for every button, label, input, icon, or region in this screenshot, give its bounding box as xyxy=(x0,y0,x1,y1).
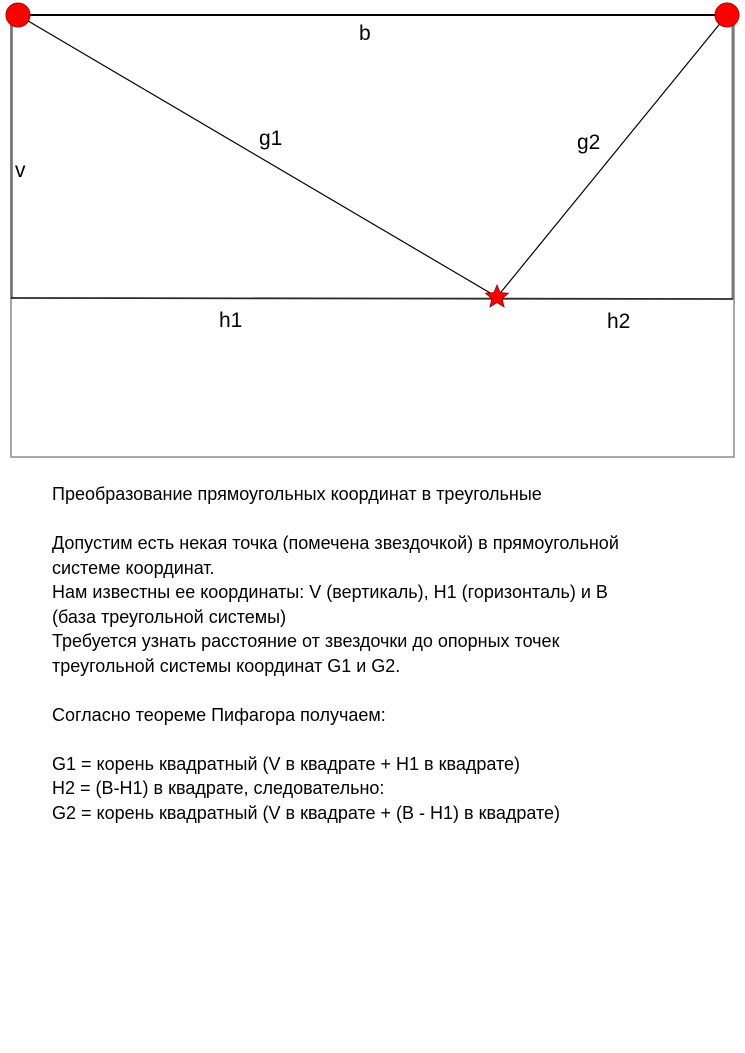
formula-g1: G1 = корень квадратный (V в квадрате + H1 в квадрате) xyxy=(52,753,521,774)
reference-point-left-icon xyxy=(6,3,30,27)
paragraph-line: системе координат. xyxy=(52,557,215,578)
title: Преобразование прямоугольных координат в треугольные xyxy=(52,484,542,504)
line-g2 xyxy=(497,15,727,297)
line-g1 xyxy=(18,15,497,297)
label-v: v xyxy=(15,159,26,182)
label-h2: h2 xyxy=(607,310,631,333)
paragraph-line: треугольной системы координат G1 и G2. xyxy=(52,655,401,676)
formula-g2: G2 = корень квадратный (V в квадрате + (B - H1) в квадрате) xyxy=(52,802,560,823)
reference-point-right-icon xyxy=(715,3,739,27)
paragraph-line: Допустим есть некая точка (помечена звездочкой) в прямоугольной xyxy=(52,533,619,553)
bottom-side-h xyxy=(11,298,733,299)
paragraph-line: Требуется узнать расстояние от звездочки до опорных точек xyxy=(52,631,560,651)
paragraph-line: Нам известны ее координаты: V (вертикаль), H1 (горизонталь) и B xyxy=(52,582,608,602)
target-point-star-icon xyxy=(486,285,509,307)
coordinate-diagram xyxy=(0,0,745,470)
spacer xyxy=(52,727,732,752)
spacer xyxy=(52,678,732,703)
spacer xyxy=(52,507,732,532)
label-g1: g1 xyxy=(259,127,283,150)
intro-line: Согласно теореме Пифагора получаем: xyxy=(52,704,386,725)
label-h1: h1 xyxy=(219,309,243,332)
formula-h2: H2 = (B-H1) в квадрате, следовательно: xyxy=(52,778,385,798)
label-g2: g2 xyxy=(577,131,601,154)
explanation-text xyxy=(52,482,732,825)
paragraph-line: (база треугольной системы) xyxy=(52,606,287,627)
label-b: b xyxy=(359,22,371,45)
outer-frame xyxy=(11,15,734,457)
